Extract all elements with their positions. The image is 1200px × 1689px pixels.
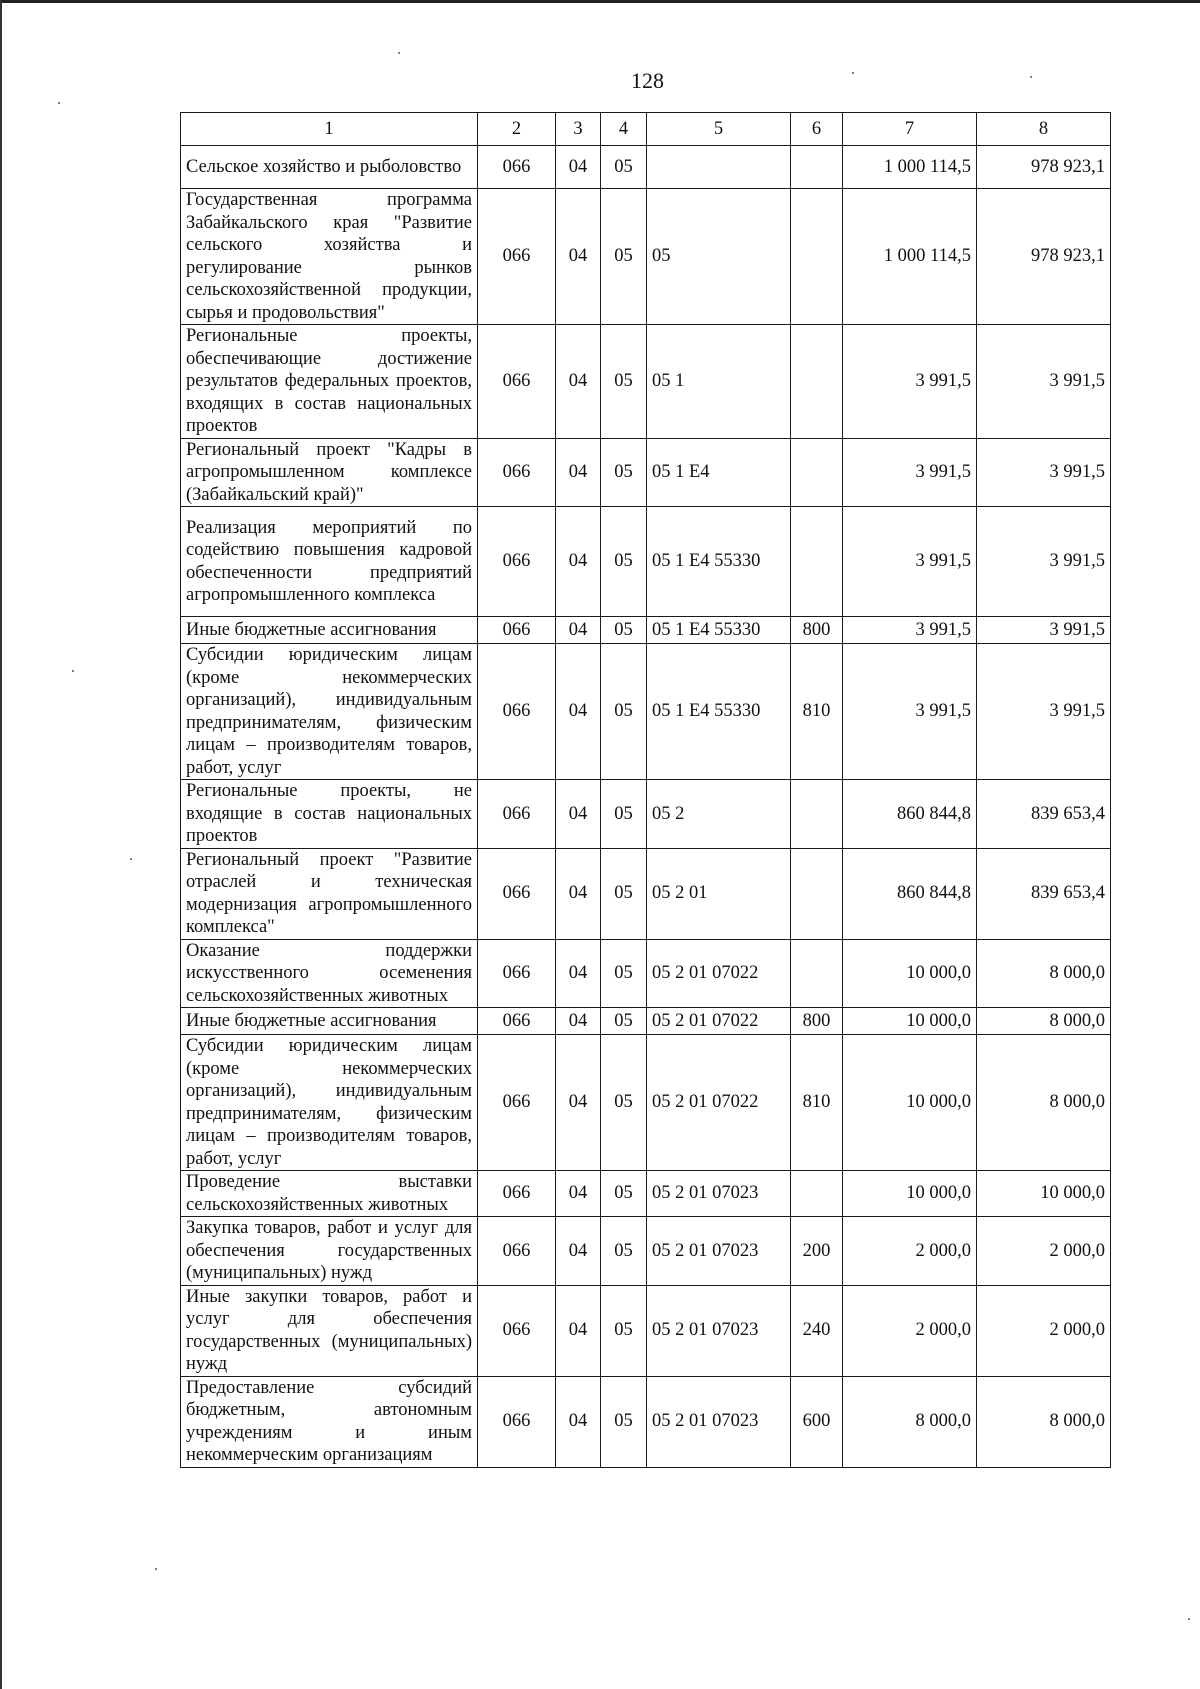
header-cell: 6 — [791, 113, 843, 146]
expense-type-cell — [791, 325, 843, 439]
target-article-cell: 05 1 E4 55330 — [647, 644, 791, 780]
section-code-cell: 04 — [556, 1376, 601, 1467]
expense-type-cell: 800 — [791, 1008, 843, 1035]
amount-col7-cell: 3 991,5 — [843, 325, 977, 439]
expense-type-cell: 810 — [791, 1035, 843, 1171]
amount-col7-cell: 10 000,0 — [843, 1171, 977, 1217]
expense-type-cell — [791, 848, 843, 939]
section-code-cell: 04 — [556, 617, 601, 644]
target-article-cell: 05 2 01 — [647, 848, 791, 939]
subsection-code-cell: 05 — [601, 325, 647, 439]
amount-col7-cell: 3 991,5 — [843, 507, 977, 617]
amount-col8-cell: 8 000,0 — [977, 939, 1111, 1008]
section-code-cell: 04 — [556, 146, 601, 189]
subsection-code-cell: 05 — [601, 848, 647, 939]
ministry-code-cell: 066 — [478, 780, 556, 849]
row-name-cell: Субсидии юридическим лицам (кроме некоммерческих организаций), индивидуальным предпринимателям, физическим лицам – производителям товаров, работ, услуг — [181, 1035, 478, 1171]
section-code-cell: 04 — [556, 507, 601, 617]
row-name-cell: Сельское хозяйство и рыболовство — [181, 146, 478, 189]
row-name-cell: Государственная программа Забайкальского края "Развитие сельского хозяйства и регулирование рынков сельскохозяйственной продукции, сырья и продовольствия" — [181, 189, 478, 325]
table-row — [181, 617, 1111, 644]
row-name-cell: Региональные проекты, не входящие в состав национальных проектов — [181, 780, 478, 849]
header-cell: 4 — [601, 113, 647, 146]
amount-col8-cell: 3 991,5 — [977, 325, 1111, 439]
row-name-cell: Иные бюджетные ассигнования — [181, 617, 478, 644]
target-article-cell: 05 2 01 07023 — [647, 1217, 791, 1286]
header-cell: 5 — [647, 113, 791, 146]
table-row — [181, 848, 1111, 939]
target-article-cell: 05 2 01 07023 — [647, 1171, 791, 1217]
subsection-code-cell: 05 — [601, 1008, 647, 1035]
ministry-code-cell: 066 — [478, 1376, 556, 1467]
table-row — [181, 325, 1111, 439]
expense-type-cell — [791, 507, 843, 617]
expense-type-cell — [791, 438, 843, 507]
scan-top-edge — [0, 0, 1200, 3]
target-article-cell: 05 2 — [647, 780, 791, 849]
header-cell: 7 — [843, 113, 977, 146]
header-cell: 1 — [181, 113, 478, 146]
amount-col8-cell: 2 000,0 — [977, 1285, 1111, 1376]
row-name-cell: Предоставление субсидий бюджетным, автономным учреждениям и иным некоммерческим организациям — [181, 1376, 478, 1467]
scan-speck — [155, 1568, 157, 1570]
ministry-code-cell: 066 — [478, 1285, 556, 1376]
table-row — [181, 1285, 1111, 1376]
section-code-cell: 04 — [556, 325, 601, 439]
expense-type-cell — [791, 780, 843, 849]
row-name-cell: Оказание поддержки искусственного осеменения сельскохозяйственных животных — [181, 939, 478, 1008]
amount-col8-cell: 8 000,0 — [977, 1376, 1111, 1467]
scan-speck — [72, 670, 74, 672]
amount-col7-cell: 3 991,5 — [843, 644, 977, 780]
subsection-code-cell: 05 — [601, 189, 647, 325]
expense-type-cell — [791, 939, 843, 1008]
amount-col8-cell: 3 991,5 — [977, 617, 1111, 644]
ministry-code-cell: 066 — [478, 939, 556, 1008]
ministry-code-cell: 066 — [478, 1217, 556, 1286]
amount-col7-cell: 8 000,0 — [843, 1376, 977, 1467]
subsection-code-cell: 05 — [601, 644, 647, 780]
ministry-code-cell: 066 — [478, 617, 556, 644]
table-row — [181, 438, 1111, 507]
expense-type-cell: 200 — [791, 1217, 843, 1286]
row-name-cell: Иные закупки товаров, работ и услуг для обеспечения государственных (муниципальных) нужд — [181, 1285, 478, 1376]
subsection-code-cell: 05 — [601, 1035, 647, 1171]
amount-col8-cell: 839 653,4 — [977, 848, 1111, 939]
row-name-cell: Региональный проект "Кадры в агропромышленном комплексе (Забайкальский край)" — [181, 438, 478, 507]
expense-type-cell — [791, 146, 843, 189]
section-code-cell: 04 — [556, 644, 601, 780]
scan-left-edge — [0, 0, 2, 1689]
expense-type-cell: 240 — [791, 1285, 843, 1376]
ministry-code-cell: 066 — [478, 325, 556, 439]
section-code-cell: 04 — [556, 1171, 601, 1217]
page-number: 128 — [631, 68, 664, 93]
ministry-code-cell: 066 — [478, 438, 556, 507]
table-row — [181, 1035, 1111, 1171]
amount-col7-cell: 10 000,0 — [843, 1035, 977, 1171]
section-code-cell: 04 — [556, 1008, 601, 1035]
table-row — [181, 189, 1111, 325]
section-code-cell: 04 — [556, 1285, 601, 1376]
subsection-code-cell: 05 — [601, 780, 647, 849]
amount-col8-cell: 3 991,5 — [977, 438, 1111, 507]
ministry-code-cell: 066 — [478, 848, 556, 939]
table-row — [181, 939, 1111, 1008]
target-article-cell: 05 — [647, 189, 791, 325]
table-row — [181, 1217, 1111, 1286]
amount-col8-cell: 3 991,5 — [977, 507, 1111, 617]
target-article-cell: 05 1 E4 55330 — [647, 617, 791, 644]
section-code-cell: 04 — [556, 939, 601, 1008]
subsection-code-cell: 05 — [601, 617, 647, 644]
section-code-cell: 04 — [556, 1217, 601, 1286]
expense-type-cell — [791, 1171, 843, 1217]
row-name-cell: Региональный проект "Развитие отраслей и техническая модернизация агропромышленного комплекса" — [181, 848, 478, 939]
row-name-cell: Субсидии юридическим лицам (кроме некоммерческих организаций), индивидуальным предпринимателям, физическим лицам – производителям товаров, работ, услуг — [181, 644, 478, 780]
ministry-code-cell: 066 — [478, 189, 556, 325]
table-row — [181, 507, 1111, 617]
subsection-code-cell: 05 — [601, 1217, 647, 1286]
subsection-code-cell: 05 — [601, 939, 647, 1008]
amount-col7-cell: 3 991,5 — [843, 617, 977, 644]
subsection-code-cell: 05 — [601, 1285, 647, 1376]
amount-col8-cell: 978 923,1 — [977, 189, 1111, 325]
subsection-code-cell: 05 — [601, 1171, 647, 1217]
amount-col7-cell: 1 000 114,5 — [843, 189, 977, 325]
target-article-cell: 05 2 01 07023 — [647, 1285, 791, 1376]
expense-type-cell: 810 — [791, 644, 843, 780]
amount-col7-cell: 1 000 114,5 — [843, 146, 977, 189]
amount-col8-cell: 978 923,1 — [977, 146, 1111, 189]
header-row — [181, 113, 1111, 146]
target-article-cell: 05 2 01 07022 — [647, 1008, 791, 1035]
subsection-code-cell: 05 — [601, 146, 647, 189]
section-code-cell: 04 — [556, 848, 601, 939]
ministry-code-cell: 066 — [478, 644, 556, 780]
ministry-code-cell: 066 — [478, 1008, 556, 1035]
header-cell: 2 — [478, 113, 556, 146]
subsection-code-cell: 05 — [601, 438, 647, 507]
header-cell: 8 — [977, 113, 1111, 146]
scan-speck — [130, 858, 132, 860]
row-name-cell: Региональные проекты, обеспечивающие достижение результатов федеральных проектов, входящих в состав национальных проектов — [181, 325, 478, 439]
subsection-code-cell: 05 — [601, 507, 647, 617]
table-row — [181, 1171, 1111, 1217]
target-article-cell: 05 2 01 07022 — [647, 1035, 791, 1171]
amount-col8-cell: 10 000,0 — [977, 1171, 1111, 1217]
section-code-cell: 04 — [556, 1035, 601, 1171]
table-row — [181, 644, 1111, 780]
amount-col7-cell: 3 991,5 — [843, 438, 977, 507]
section-code-cell: 04 — [556, 780, 601, 849]
ministry-code-cell: 066 — [478, 146, 556, 189]
amount-col7-cell: 10 000,0 — [843, 939, 977, 1008]
target-article-cell: 05 2 01 07023 — [647, 1376, 791, 1467]
expense-type-cell: 800 — [791, 617, 843, 644]
table-row — [181, 1376, 1111, 1467]
expense-type-cell — [791, 189, 843, 325]
table-row — [181, 1008, 1111, 1035]
expense-type-cell: 600 — [791, 1376, 843, 1467]
budget-table — [180, 112, 1111, 1468]
target-article-cell: 05 1 E4 55330 — [647, 507, 791, 617]
amount-col7-cell: 2 000,0 — [843, 1285, 977, 1376]
scan-speck — [398, 52, 400, 54]
scan-speck — [1188, 1618, 1190, 1620]
row-name-cell: Реализация мероприятий по содействию повышения кадровой обеспеченности предприятий агропромышленного комплекса — [181, 507, 478, 617]
target-article-cell: 05 1 E4 — [647, 438, 791, 507]
amount-col8-cell: 8 000,0 — [977, 1008, 1111, 1035]
target-article-cell: 05 2 01 07022 — [647, 939, 791, 1008]
table-body — [181, 146, 1111, 1468]
amount-col7-cell: 860 844,8 — [843, 848, 977, 939]
ministry-code-cell: 066 — [478, 1171, 556, 1217]
amount-col8-cell: 8 000,0 — [977, 1035, 1111, 1171]
ministry-code-cell: 066 — [478, 507, 556, 617]
target-article-cell: 05 1 — [647, 325, 791, 439]
table-row — [181, 780, 1111, 849]
amount-col7-cell: 2 000,0 — [843, 1217, 977, 1286]
scan-speck — [58, 102, 60, 104]
header-cell: 3 — [556, 113, 601, 146]
target-article-cell — [647, 146, 791, 189]
amount-col8-cell: 839 653,4 — [977, 780, 1111, 849]
amount-col7-cell: 10 000,0 — [843, 1008, 977, 1035]
amount-col8-cell: 2 000,0 — [977, 1217, 1111, 1286]
row-name-cell: Иные бюджетные ассигнования — [181, 1008, 478, 1035]
table-row — [181, 146, 1111, 189]
row-name-cell: Закупка товаров, работ и услуг для обеспечения государственных (муниципальных) нужд — [181, 1217, 478, 1286]
subsection-code-cell: 05 — [601, 1376, 647, 1467]
row-name-cell: Проведение выставки сельскохозяйственных животных — [181, 1171, 478, 1217]
section-code-cell: 04 — [556, 189, 601, 325]
section-code-cell: 04 — [556, 438, 601, 507]
amount-col7-cell: 860 844,8 — [843, 780, 977, 849]
ministry-code-cell: 066 — [478, 1035, 556, 1171]
amount-col8-cell: 3 991,5 — [977, 644, 1111, 780]
